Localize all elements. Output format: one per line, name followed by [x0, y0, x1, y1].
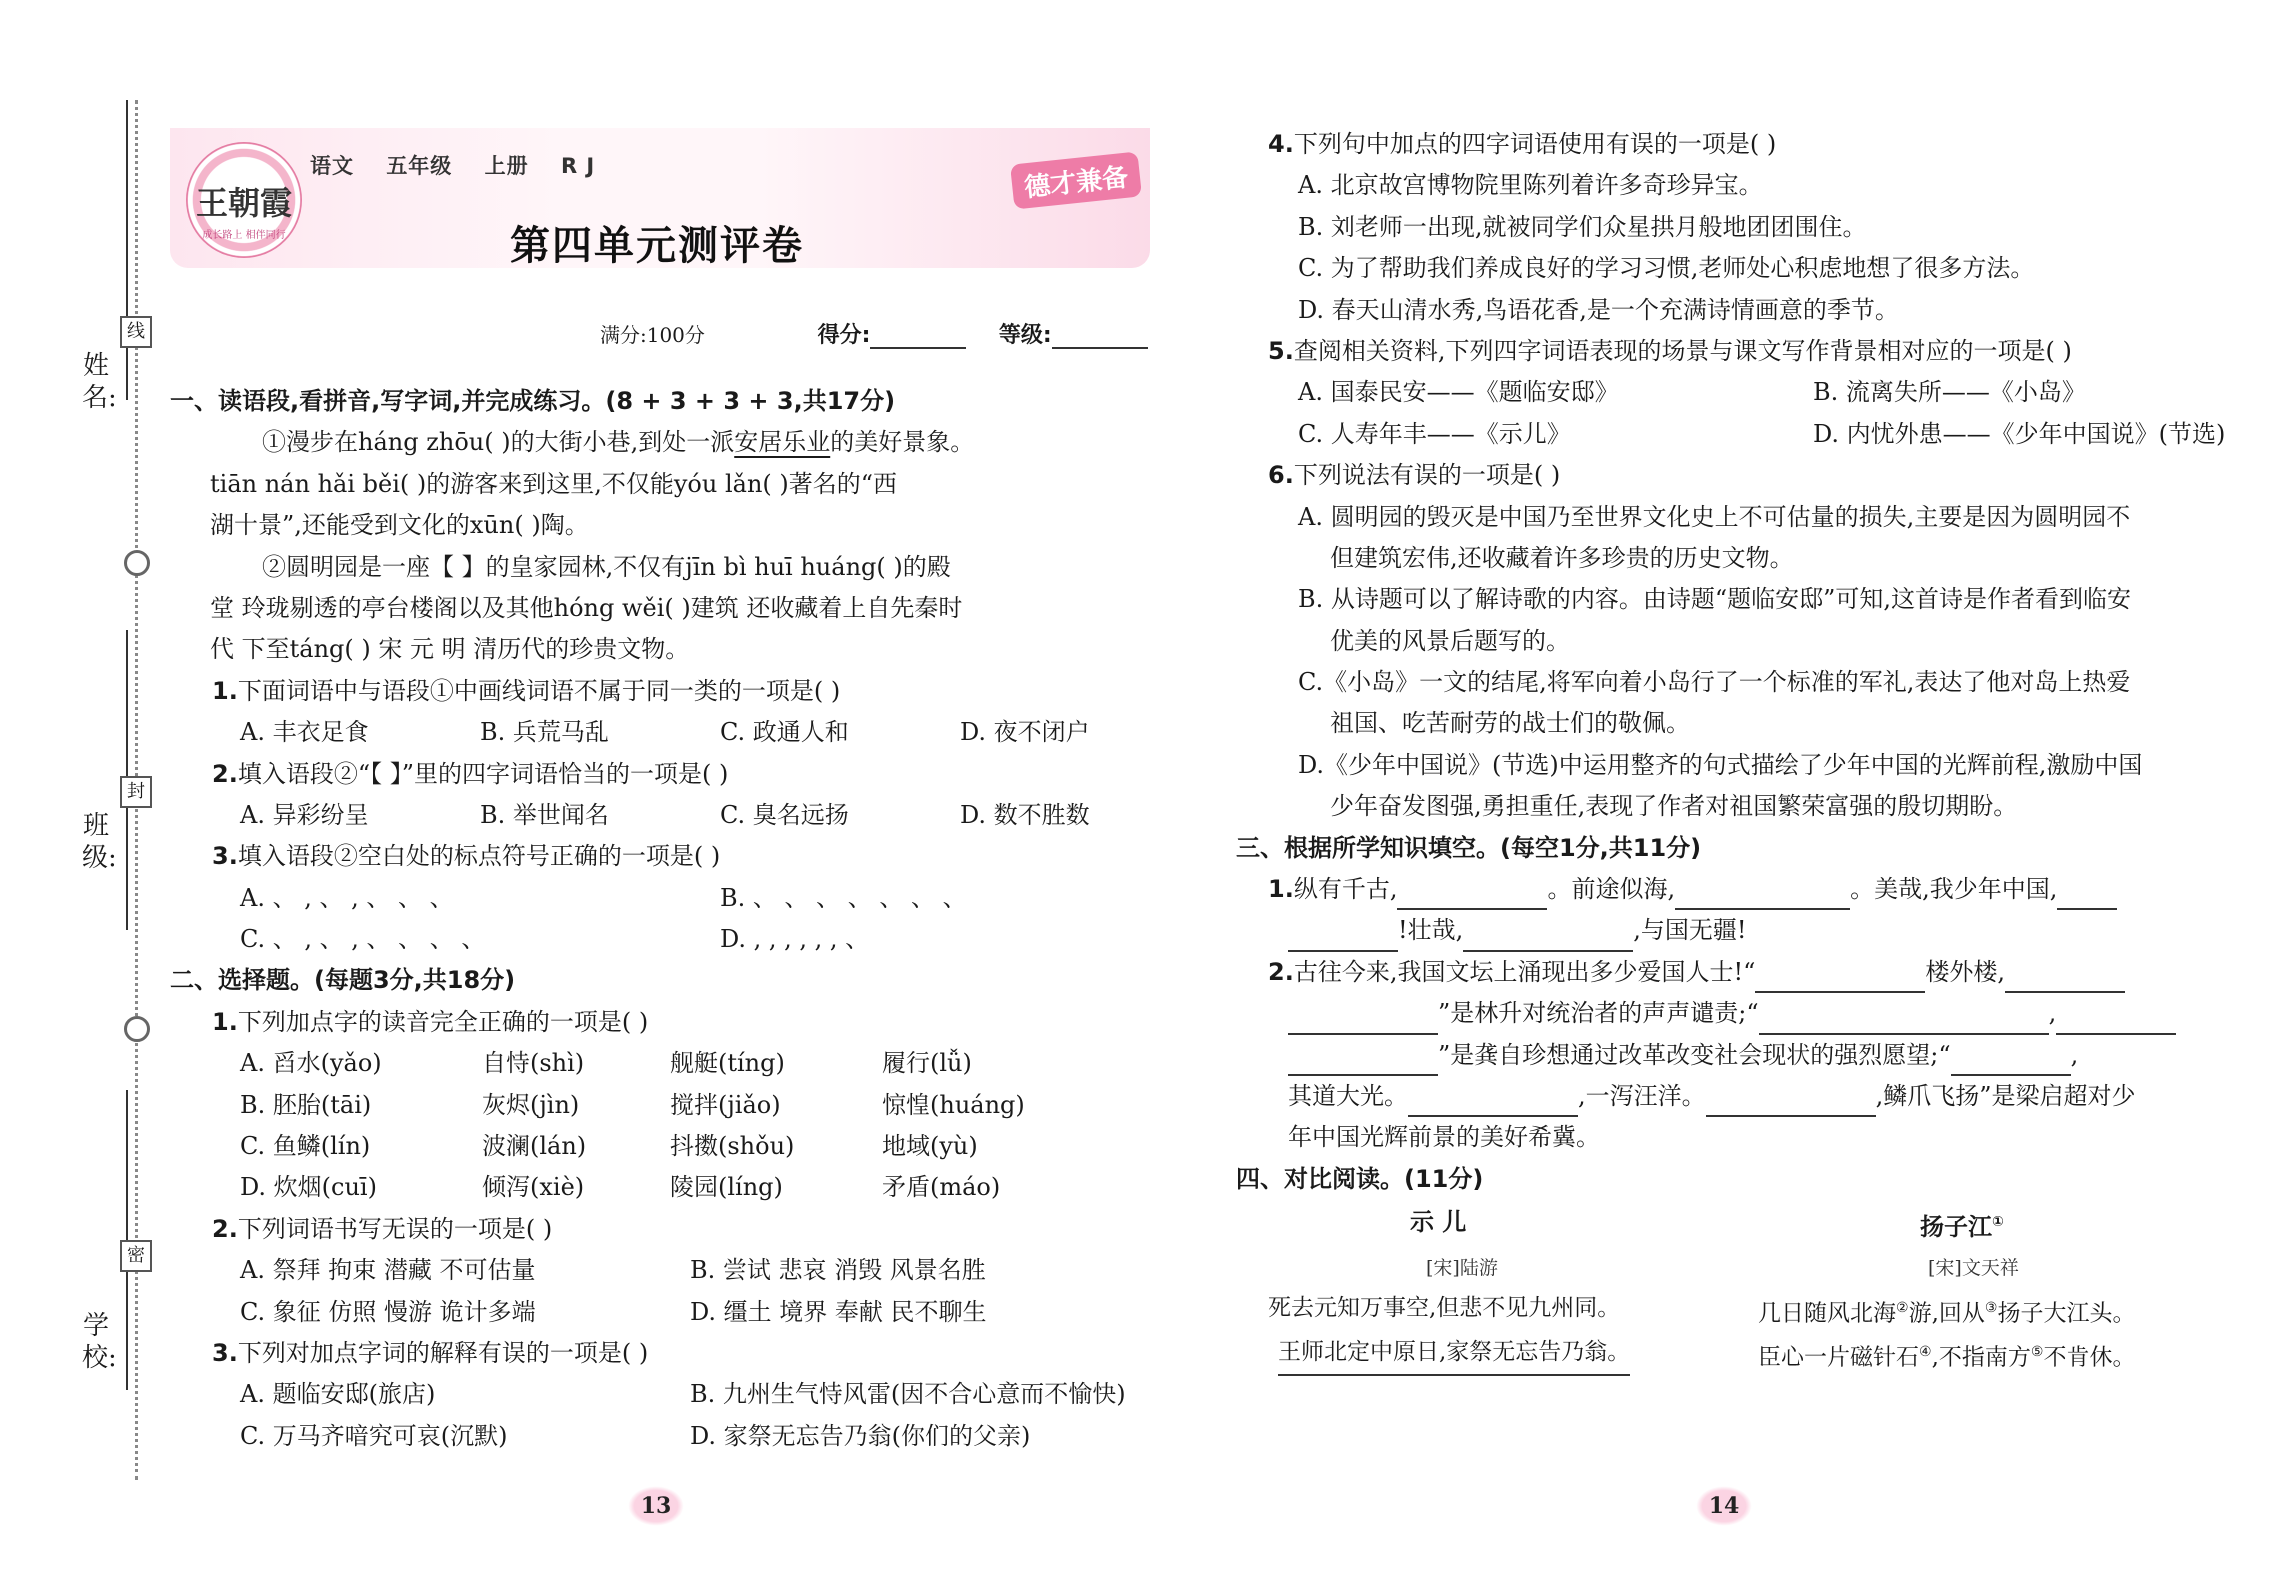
- poem-2-line: 几日随风北海②游,回从③扬子大江头。: [1758, 1300, 2136, 1327]
- option-a[interactable]: A. 圆明园的毁灭是中国乃至世界文化史上不可估量的损失,主要是因为圆明园不: [1298, 502, 2131, 531]
- passage-1-line: tiān nán hǎi běi( )的游客来到这里,不仅能yóu lǎn( )著名的“西: [210, 469, 898, 498]
- slogan-badge: 德才兼备: [1010, 151, 1142, 209]
- question-2-2: 2.下列词语书写无误的一项是( ): [212, 1214, 553, 1243]
- binding-strip: [60, 100, 150, 1480]
- question-1-3: 3.填入语段②空白处的标点符号正确的一项是( ): [212, 842, 721, 871]
- option-a[interactable]: A. 舀水(yǎo): [240, 1049, 382, 1078]
- option-d[interactable]: D. 缰土 境界 奉献 民不聊生: [690, 1297, 987, 1326]
- seal-xian: 线: [120, 316, 152, 348]
- poems: [1268, 1200, 2268, 1400]
- option-a[interactable]: A. 题临安邸(旅店): [240, 1380, 436, 1409]
- option-a[interactable]: A. 祭拜 拘束 潜藏 不可估量: [240, 1256, 536, 1285]
- answer-blank[interactable]: [1463, 922, 1633, 952]
- question-2-1: 1.下列加点字的读音完全正确的一项是( ): [212, 1007, 649, 1036]
- answer-blank[interactable]: [1408, 1087, 1578, 1117]
- answer-blank[interactable]: [2005, 963, 2125, 993]
- pinyin-row: [170, 1085, 1160, 1126]
- left-content: [170, 381, 1160, 1457]
- option-a[interactable]: A. 异彩纷呈: [240, 800, 369, 829]
- section-2-title: 二、选择题。(每题3分,共18分): [170, 966, 516, 995]
- option-b[interactable]: B. 尝试 悲哀 消毁 风景名胜: [690, 1256, 986, 1285]
- page-title: 第四单元测评卷: [510, 223, 804, 269]
- seal-feng: 封: [120, 776, 152, 808]
- word: 履行(lǚ): [882, 1049, 972, 1078]
- logo-text: 王朝霞: [195, 184, 292, 222]
- question-2-3: 3.下列对加点字词的解释有误的一项是( ): [212, 1338, 649, 1367]
- option-d[interactable]: D. 春天山清水秀,鸟语花香,是一个充满诗情画意的季节。: [1298, 295, 1899, 324]
- option-a[interactable]: A. 北京故宫博物院里陈列着许多奇珍异宝。: [1298, 171, 1763, 200]
- option-d[interactable]: D. 夜不闭户: [960, 718, 1090, 747]
- right-content: [1236, 124, 2268, 1400]
- option-c[interactable]: C. 为了帮助我们养成良好的学习习惯,老师处心积虑地想了很多方法。: [1298, 254, 2035, 283]
- right-page: [1200, 0, 2291, 1582]
- passage-2-line: 代 下至táng( ) 宋 元 明 清历代的珍贵文物。: [210, 635, 690, 664]
- logo-slogan: 成长路上 相伴同行: [202, 230, 286, 241]
- options-1-3: [170, 919, 1160, 960]
- answer-blank[interactable]: [2056, 1005, 2176, 1035]
- school-label: 学 校:: [82, 1311, 117, 1373]
- answer-blank[interactable]: [1397, 880, 1547, 910]
- options-2-5: [1268, 414, 2268, 455]
- answer-blank[interactable]: [1288, 1046, 1438, 1076]
- term: 上册: [484, 154, 529, 178]
- word: 倾泻(xiè): [482, 1173, 585, 1202]
- option-b[interactable]: B. 流离失所——《小岛》: [1813, 378, 2086, 407]
- fill-3-1: 1.纵有千古, 。前途似海, 。美哉,我少年中国,: [1268, 869, 2268, 910]
- binding-hole-icon: [124, 550, 150, 576]
- header-meta: [310, 150, 619, 180]
- poem-2-line: 臣心一片磁针石④,不指南方⑤不肯休。: [1758, 1344, 2136, 1371]
- answer-blank[interactable]: [1288, 1005, 1438, 1035]
- option-b-cont: 优美的风景后题写的。: [1330, 626, 1570, 655]
- underlined-phrase: 安居乐业: [734, 428, 831, 457]
- answer-blank[interactable]: [1706, 1087, 1876, 1117]
- word: 波澜(lán): [482, 1132, 587, 1161]
- class-label: 班 级:: [82, 811, 117, 873]
- pinyin-row: [170, 1167, 1160, 1208]
- passage-2-line: ②圆明园是一座【 】的皇家园林,不仅有jīn bì huī huáng( )的殿: [262, 552, 951, 581]
- binding-hole-icon: [124, 1016, 150, 1042]
- option-c[interactable]: C. 鱼鳞(lín): [240, 1132, 371, 1161]
- grade-label: 等级:: [998, 323, 1052, 348]
- poem-2-author: [宋]文天祥: [1928, 1257, 2019, 1280]
- answer-blank[interactable]: [1755, 963, 1925, 993]
- options-2-5: [1268, 372, 2268, 413]
- fill-3-2: 2.古往今来,我国文坛上涌现出多少爱国人士!“ 楼外楼,: [1268, 952, 2268, 993]
- score-line: [600, 318, 1174, 349]
- option-d-cont: 少年奋发图强,勇担重任,表现了作者对祖国繁荣富强的殷切期盼。: [1330, 792, 2018, 821]
- subject: 语文: [310, 154, 354, 178]
- options-2-2: [170, 1292, 1160, 1333]
- option-b[interactable]: B. 、 、 、 、 、 、 、: [720, 883, 967, 912]
- option-c[interactable]: C. 人寿年丰——《示儿》: [1298, 419, 1571, 448]
- option-d[interactable]: D. 家祭无忘告乃翁(你们的父亲): [690, 1421, 1031, 1450]
- section-4-title: 四、对比阅读。(11分): [1236, 1164, 1484, 1193]
- option-d[interactable]: D. 数不胜数: [960, 800, 1090, 829]
- option-d[interactable]: D. 炊烟(cuī): [240, 1173, 377, 1202]
- option-d[interactable]: D. , , , , , , 、: [720, 925, 870, 954]
- page-number: 14: [1696, 1486, 1752, 1526]
- word: 惊惶(huáng): [882, 1090, 1025, 1119]
- pinyin-row: [170, 1126, 1160, 1167]
- options-2-2: [170, 1250, 1160, 1291]
- option-d[interactable]: D.《少年中国说》(节选)中运用整齐的句式描绘了少年中国的光辉前程,激励中国: [1298, 750, 2143, 779]
- answer-blank[interactable]: [1288, 922, 1398, 952]
- option-c-cont: 祖国、吃苦耐劳的战士们的敬佩。: [1330, 709, 1690, 738]
- answer-blank[interactable]: [1759, 1005, 2049, 1035]
- grade-blank[interactable]: [1052, 327, 1148, 349]
- score-label: 得分:: [817, 323, 871, 348]
- pinyin-row: [170, 1043, 1160, 1084]
- edition: R J: [560, 154, 596, 178]
- option-b[interactable]: B. 兵荒马乱: [480, 718, 609, 747]
- options-1-1: [170, 712, 1160, 753]
- option-a[interactable]: A. 国泰民安——《题临安邸》: [1298, 378, 1619, 407]
- passage-1-line: ①漫步在háng zhōu( )的大街小巷,到处一派安居乐业的美好景象。: [262, 428, 975, 457]
- name-label: 姓 名:: [82, 351, 117, 413]
- option-a[interactable]: A. 丰衣足食: [240, 718, 369, 747]
- options-1-2: [170, 795, 1160, 836]
- option-b[interactable]: B. 刘老师一出现,就被同学们众星拱月般地团团围住。: [1298, 212, 1867, 241]
- option-b[interactable]: B. 九州生气恃风雷(因不合心意而不愉快): [690, 1380, 1126, 1409]
- word: 抖擞(shǒu): [670, 1132, 795, 1161]
- question-1-1: 1.下面词语中与语段①中画线词语不属于同一类的一项是( ): [212, 676, 841, 705]
- name-line[interactable]: [126, 100, 128, 400]
- score-blank[interactable]: [870, 327, 966, 349]
- poem-1-line: 死去元知万事空,但悲不见九州同。: [1268, 1295, 1621, 1322]
- option-b[interactable]: B. 举世闻名: [480, 800, 609, 829]
- question-2-6: 6.下列说法有误的一项是( ): [1268, 461, 1561, 490]
- answer-blank[interactable]: [2057, 880, 2117, 910]
- fill-3-2-cont: ”是龚自珍想通过改革改变社会现状的强烈愿望;“ ,: [1268, 1035, 2268, 1076]
- option-c[interactable]: C. 臭名远扬: [720, 800, 849, 829]
- option-b[interactable]: B. 胚胎(tāi): [240, 1090, 372, 1119]
- word: 舰艇(tíng): [670, 1049, 785, 1078]
- full-score: 满分:100分: [600, 323, 705, 347]
- option-b[interactable]: B. 从诗题可以了解诗歌的内容。由诗题“题临安邸”可知,这首诗是作者看到临安: [1298, 585, 2132, 614]
- word: 搅拌(jiǎo): [670, 1090, 781, 1119]
- word: 陵园(líng): [670, 1173, 783, 1202]
- option-c[interactable]: C. 、 , 、 , 、 、 、 、: [240, 925, 486, 954]
- options-1-3: [170, 878, 1160, 919]
- option-c[interactable]: C. 万马齐喑究可哀(沉默): [240, 1421, 508, 1450]
- brand-logo: [186, 142, 302, 258]
- question-2-5: 5.查阅相关资料,下列四字词语表现的场景与课文写作背景相对应的一项是( ): [1268, 336, 2072, 365]
- option-c[interactable]: C. 象征 仿照 慢游 诡计多端: [240, 1297, 536, 1326]
- word: 地域(yù): [882, 1132, 978, 1161]
- options-2-3: [170, 1374, 1160, 1415]
- option-a[interactable]: A. 、 , 、 , 、 、 、: [240, 883, 454, 912]
- fill-3-2-cont: 其道大光。 ,一泻汪洋。 ,鳞爪飞扬”是梁启超对少: [1268, 1076, 2268, 1117]
- word: 矛盾(máo): [882, 1173, 1001, 1202]
- poem-2-title: 扬子江①: [1920, 1213, 2004, 1242]
- question-2-4: 4.下列句中加点的四字词语使用有误的一项是( ): [1268, 130, 1777, 158]
- section-3-title: 三、根据所学知识填空。(每空1分,共11分): [1236, 833, 1702, 862]
- passage-1-line: 湖十景”,还能受到文化的xūn( )陶。: [210, 511, 589, 540]
- option-a-cont: 但建筑宏伟,还收藏着许多珍贵的历史文物。: [1330, 543, 1794, 572]
- answer-blank[interactable]: [1675, 880, 1850, 910]
- seal-mi: 密: [120, 1240, 152, 1272]
- page-number: 13: [628, 1486, 684, 1526]
- poem-1-title: 示 儿: [1410, 1208, 1467, 1237]
- word: 灰烬(jìn): [482, 1090, 580, 1119]
- passage-2-line: 堂 玲珑剔透的亭台楼阁以及其他hóng wěi( )建筑 还收藏着上自先秦时: [210, 593, 963, 622]
- options-2-3: [170, 1416, 1160, 1457]
- grade: 五年级: [386, 154, 453, 178]
- section-1-title: 一、读语段,看拼音,写字词,并完成练习。(8 + 3 + 3 + 3,共17分): [170, 387, 896, 415]
- answer-blank[interactable]: [1951, 1046, 2071, 1076]
- option-c[interactable]: C.《小岛》一文的结尾,将军向着小岛行了一个标准的军礼,表达了他对岛上热爱: [1298, 668, 2131, 697]
- word: 自恃(shì): [482, 1049, 585, 1078]
- poem-1-line: 王师北定中原日,家祭无忘告乃翁。: [1278, 1332, 1630, 1375]
- fill-3-2-cont: 年中国光辉前景的美好希冀。: [1288, 1123, 1600, 1152]
- poem-1-author: [宋]陆游: [1426, 1257, 1498, 1280]
- option-c[interactable]: C. 政通人和: [720, 718, 849, 747]
- question-1-2: 2.填入语段②“【 】”里的四字词语恰当的一项是( ): [212, 759, 729, 788]
- fill-3-2-cont: ”是林升对统治者的声声谴责;“ ,: [1268, 993, 2268, 1034]
- option-d[interactable]: D. 内忧外患——《少年中国说》(节选): [1813, 419, 2226, 448]
- fill-3-1-cont: !壮哉, ,与国无疆!: [1268, 910, 2268, 951]
